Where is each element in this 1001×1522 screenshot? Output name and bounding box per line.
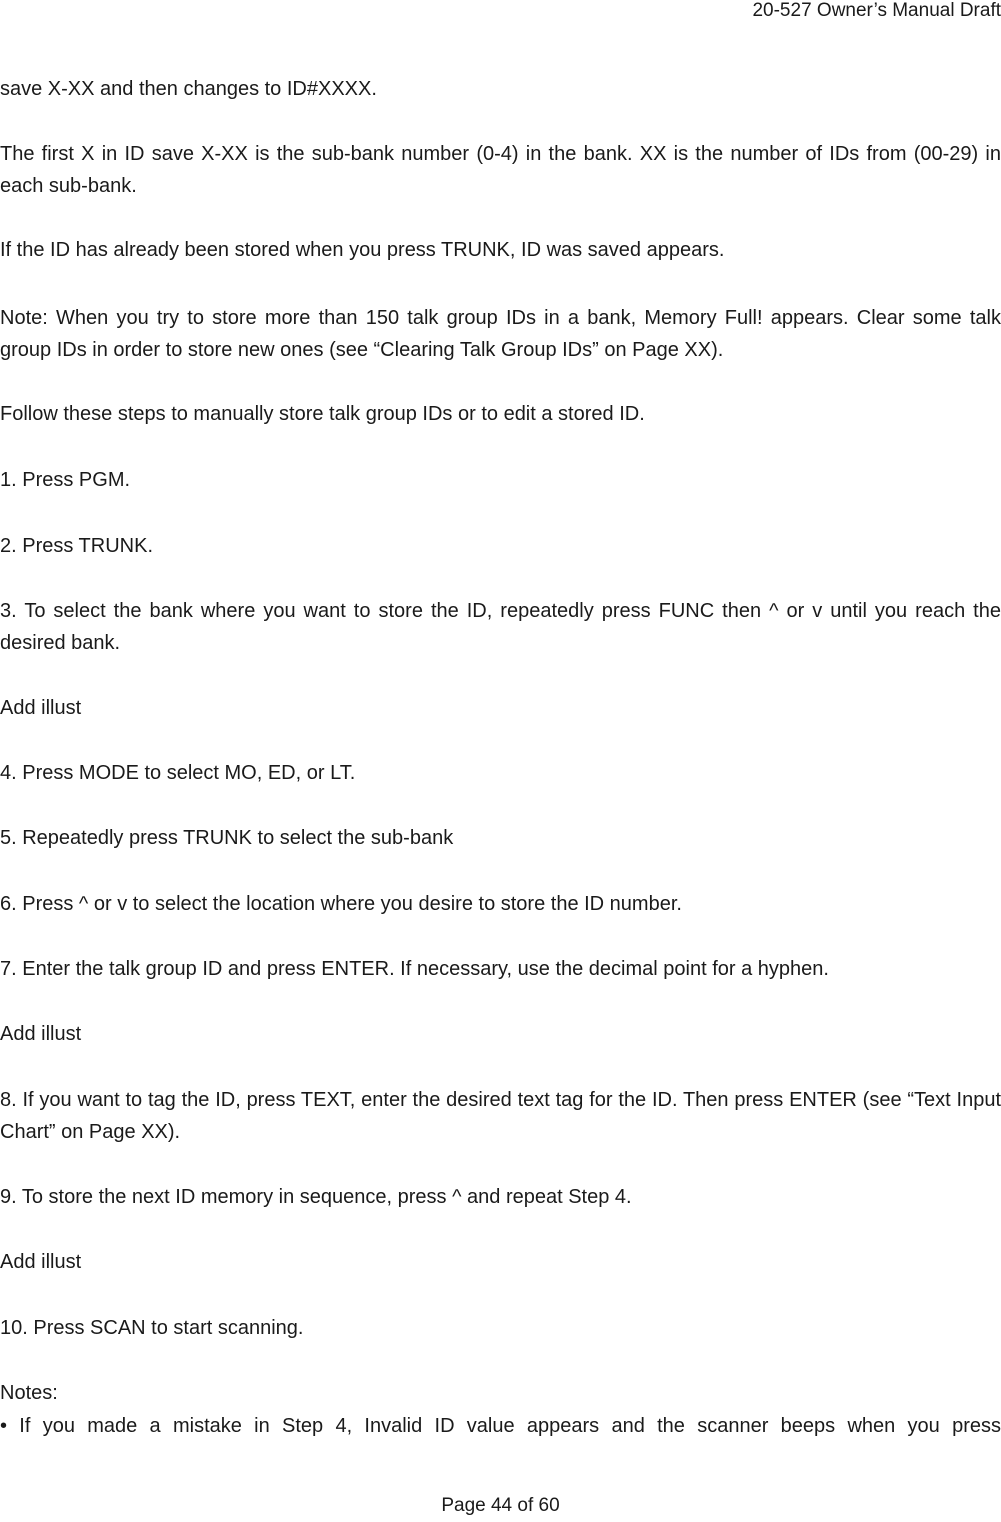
step-5: 5. Repeatedly press TRUNK to select the sub-bank xyxy=(0,827,454,849)
step-2: 2. Press TRUNK. xyxy=(0,535,153,557)
paragraph-sub-bank-explanation: The first X in ID save X-XX is the sub-bank number (0-4) in the bank. XX is the number of IDs from (00-29) in each sub-bank. xyxy=(0,143,1001,197)
paragraph-id-already-stored: If the ID has already been stored when you press TRUNK, ID was saved appears. xyxy=(0,239,725,261)
step-10: 10. Press SCAN to start scanning. xyxy=(0,1317,304,1339)
paragraph-memory-full-note: Note: When you try to store more than 150 talk group IDs in a bank, Memory Full! appears. Clear some talk group IDs in order to store new ones (see “Clearing Talk Group IDs” on Page XX). xyxy=(0,307,1001,361)
step-4: 4. Press MODE to select MO, ED, or LT. xyxy=(0,762,356,784)
page-number: Page 44 of 60 xyxy=(441,1495,560,1516)
illustration-placeholder: Add illust xyxy=(0,1023,82,1045)
step-9: 9. To store the next ID memory in sequence, press ^ and repeat Step 4. xyxy=(0,1186,632,1208)
step-3: 3. To select the bank where you want to store the ID, repeatedly press FUNC then ^ or v until you reach the desired bank. xyxy=(0,600,1001,654)
paragraph-steps-intro: Follow these steps to manually store talk group IDs or to edit a stored ID. xyxy=(0,403,645,425)
paragraph-save-id: save X-XX and then changes to ID#XXXX. xyxy=(0,78,377,100)
note-bullet-invalid-id: • If you made a mistake in Step 4, Invalid ID value appears and the scanner beeps when you press xyxy=(0,1415,1001,1437)
step-6: 6. Press ^ or v to select the location where you desire to store the ID number. xyxy=(0,893,682,915)
step-1: 1. Press PGM. xyxy=(0,469,131,491)
document-header: 20-527 Owner’s Manual Draft xyxy=(752,0,1001,21)
notes-heading: Notes: xyxy=(0,1382,58,1404)
illustration-placeholder: Add illust xyxy=(0,697,82,719)
illustration-placeholder: Add illust xyxy=(0,1251,82,1273)
step-7: 7. Enter the talk group ID and press ENTER. If necessary, use the decimal point for a hyphen. xyxy=(0,958,829,980)
step-8: 8. If you want to tag the ID, press TEXT, enter the desired text tag for the ID. Then press ENTER (see “Text Input Chart” on Page XX). xyxy=(0,1089,1001,1143)
